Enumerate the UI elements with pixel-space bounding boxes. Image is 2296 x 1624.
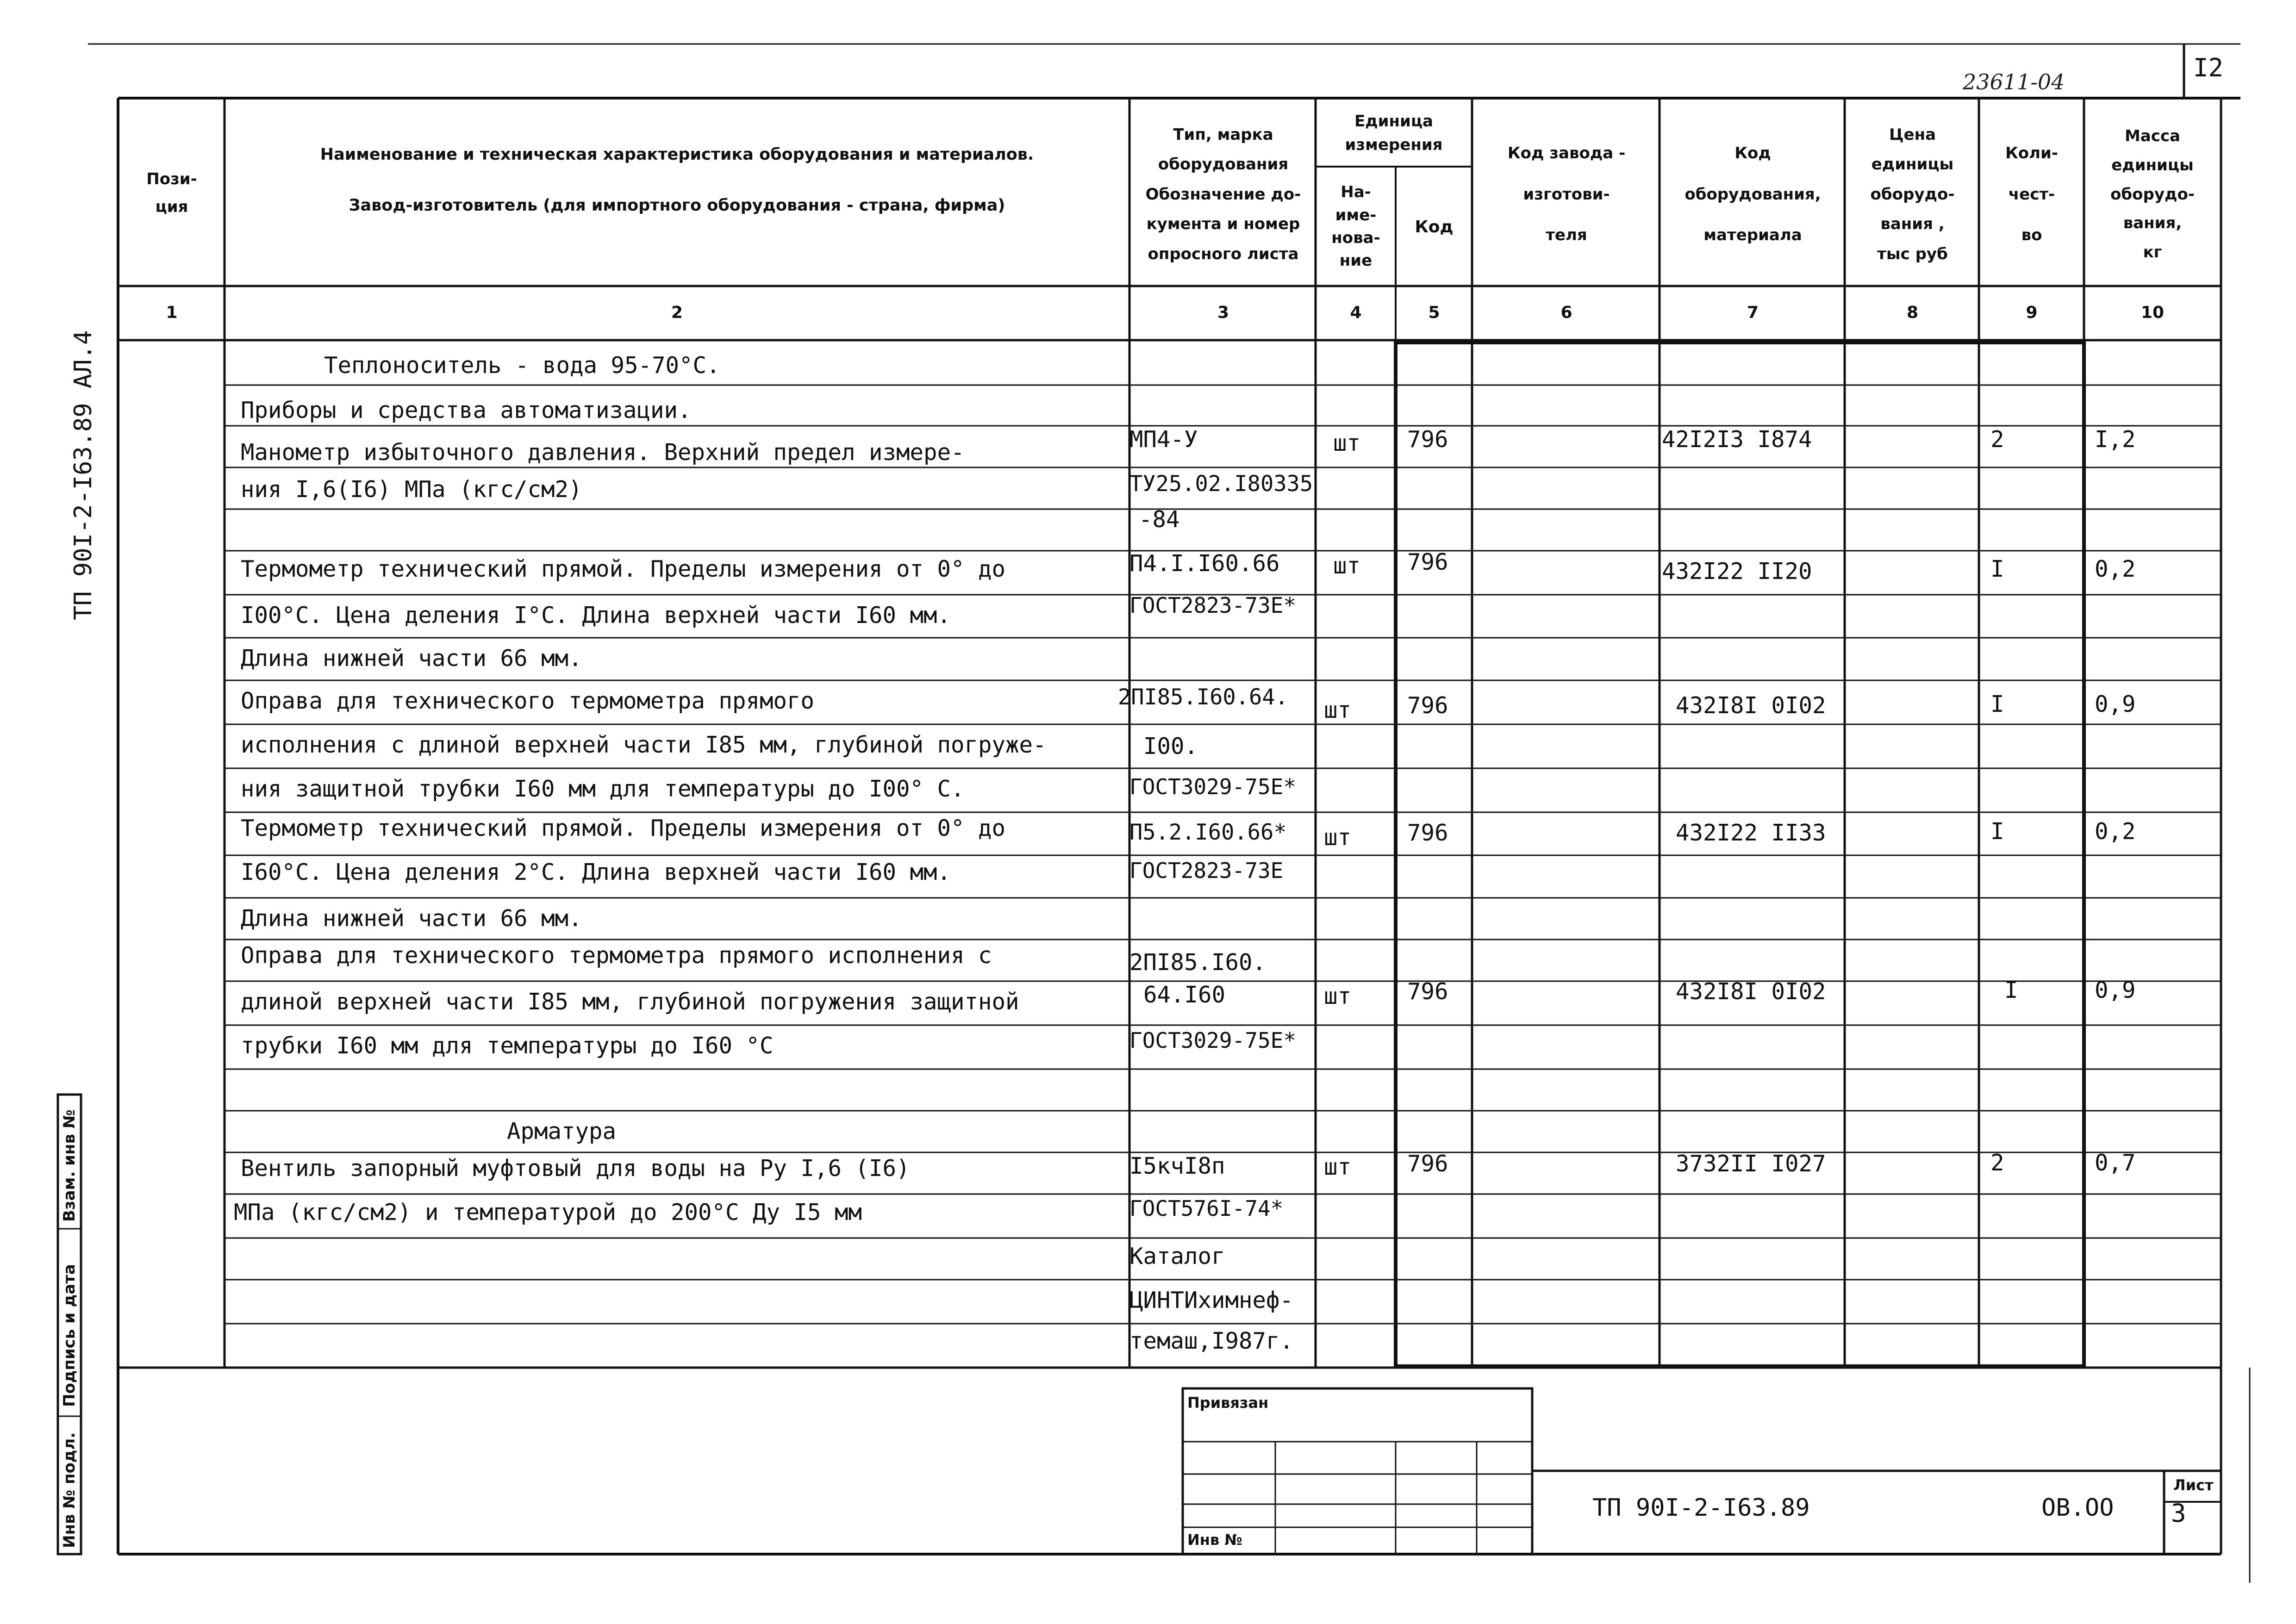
equipment-code: 3732II I027 [1676,1151,1826,1177]
stamp-doc-code: ТП 90I-2-I63.89 [1592,1494,1810,1522]
row-section-fittings: Арматура [507,1118,617,1145]
type-cell: -84 [1139,506,1180,533]
type-cell: ГОСТ2823-73Е* [1129,593,1297,618]
type-cell: ГОСТ2823-73Е [1129,858,1284,883]
header-unit-group: Единица измерения [1345,112,1443,154]
header-mass: Масса единицы оборудо- вания, кг [2110,126,2195,262]
unit-code: 796 [1407,820,1448,846]
quantity: I [1990,691,2004,717]
unit-code: 796 [1407,978,1448,1005]
stamp-privyazan: Привязан [1187,1394,1269,1412]
unit-mass: I,2 [2095,426,2136,453]
col-number-2: 2 [671,303,683,322]
equipment-code: 432I22 II20 [1662,558,1812,585]
row-coolant-title: Теплоноситель - вода 95-70°С. [324,352,720,379]
unit-name: шт [1324,697,1352,723]
type-cell: ЦИНТИхимнеф- [1129,1287,1294,1313]
quantity: 2 [1990,426,2004,453]
quantity: 2 [1990,1150,2004,1176]
type-cell: I00. [1143,733,1198,759]
type-cell: темаш,I987г. [1129,1328,1294,1354]
unit-code: 796 [1407,1151,1448,1177]
row-section-automation: Приборы и средства автоматизации. [241,397,692,423]
unit-name: шт [1333,430,1361,456]
col-number-4: 4 [1350,303,1362,322]
equipment-code: 42I2I3 I874 [1662,426,1812,453]
side-document-label: ТП 90I-2-I63.89 АЛ.4 [69,330,97,620]
unit-name: шт [1324,824,1352,851]
row-text-15: длиной верхней части I85 мм, глубиной погружения защитной [241,989,1019,1015]
quantity: I [1990,818,2004,845]
unit-code: 796 [1407,549,1448,575]
type-cell: ТУ25.02.I80335 [1129,471,1313,497]
stamp-section: ОВ.ОО [2041,1494,2114,1522]
row-text-6: I00°С. Цена деления I°С. Длина верхней части I60 мм. [241,602,951,628]
type-cell: ГОСТ3029-75Е* [1129,1028,1297,1053]
stamp-list-label: Лист [2173,1476,2214,1494]
col-number-9: 9 [2026,303,2038,322]
row-text-19: МПа (кгс/см2) и температурой до 200°С Ду I5 мм [234,1199,862,1226]
type-cell: П4.I.I60.66 [1129,550,1280,577]
row-text-5: Термометр технический прямой. Пределы измерения от 0° до [241,556,1006,582]
unit-mass: 0,2 [2095,818,2136,845]
margin-signature-date: Подпись и дата [60,1264,79,1407]
unit-code: 796 [1407,692,1448,719]
header-name-line1: Наименование и техническая характеристика оборудования и материалов. [320,145,1034,164]
header-quantity: Коли- чест- во [2005,144,2058,245]
col-number-8: 8 [1906,303,1919,322]
header-equipment-code: Код оборудования, материала [1685,144,1821,245]
row-text-9: исполнения с длиной верхней части I85 мм, глубиной погруже- [241,732,1047,758]
row-text-4: ния I,6(I6) МПа (кгс/см2) [241,476,582,503]
unit-mass: 0,9 [2095,691,2136,717]
unit-mass: 0,9 [2095,977,2136,1003]
col-number-5: 5 [1428,303,1440,322]
row-text-14: Оправа для технического термометра прямого исполнения с [241,942,992,969]
row-text-13: Длина нижней части 66 мм. [241,905,582,932]
unit-name: шт [1324,1154,1352,1180]
header-name-line2: Завод-изготовитель (для импортного оборудования - страна, фирма) [349,196,1005,215]
unit-mass: 0,2 [2095,556,2136,582]
header-unit-name: На- име- нова- ние [1331,183,1380,270]
row-text-16: трубки I60 мм для температуры до I60 °С [241,1033,774,1059]
header-factory-code: Код завода - изготови- теля [1507,144,1626,245]
row-text-7: Длина нижней части 66 мм. [241,645,582,672]
stamp-inv-no: Инв № [1187,1531,1242,1549]
type-cell: МП4-У [1129,426,1198,453]
type-cell: 64.I60 [1143,982,1226,1008]
col-number-1: 1 [166,303,178,322]
unit-name: шт [1333,553,1361,579]
row-text-8: Оправа для технического термометра прямого [241,688,815,714]
header-position: Пози- ция [146,170,197,216]
type-cell: ГОСТ576I-74* [1129,1196,1284,1221]
unit-name: шт [1324,983,1352,1009]
sheet-number: I2 [2193,53,2224,82]
equipment-code: 432I8I 0I02 [1676,978,1826,1005]
header-price: Цена единицы оборудо- вания , тыс руб [1870,125,1955,263]
row-text-11: Термометр технический прямой. Пределы измерения от 0° до [241,815,1006,841]
unit-code: 796 [1407,426,1448,453]
type-cell: П5.2.I60.66* [1129,820,1287,845]
header-type: Тип, марка оборудования Обозначение до- кумента и номер опросного листа [1145,125,1301,263]
col-number-3: 3 [1217,303,1229,322]
type-cell: 2ПI85.I60.64. [1118,684,1288,710]
margin-inv-no-podl: Инв № подл. [60,1432,79,1548]
row-text-18: Вентиль запорный муфтовый для воды на Ру I,6 (I6) [241,1155,910,1182]
type-cell: I5кчI8п [1129,1153,1225,1179]
quantity: I [1990,556,2004,582]
col-number-6: 6 [1560,303,1572,322]
type-cell: 2ПI85.I60. [1129,949,1267,976]
quantity: I [2004,977,2018,1003]
equipment-code: 432I22 II33 [1676,820,1826,846]
header-unit-code: Код [1415,217,1454,236]
stamp-list-number: 3 [2171,1499,2186,1528]
handwritten-code: 23611-04 [1963,69,2065,94]
col-number-10: 10 [2140,303,2165,322]
unit-mass: 0,7 [2095,1150,2136,1176]
equipment-code: 432I8I 0I02 [1676,692,1826,719]
row-text-12: I60°С. Цена деления 2°С. Длина верхней части I60 мм. [241,859,951,885]
margin-vzam-inv: Взам. инв № [60,1109,79,1222]
row-text-10: ния защитной трубки I60 мм для температуры до I00° С. [241,776,965,802]
type-cell: ГОСТ3029-75Е* [1129,774,1297,799]
type-cell: Каталог [1129,1243,1225,1269]
row-text-3: Манометр избыточного давления. Верхний предел измере- [241,439,965,466]
col-number-7: 7 [1747,303,1759,322]
